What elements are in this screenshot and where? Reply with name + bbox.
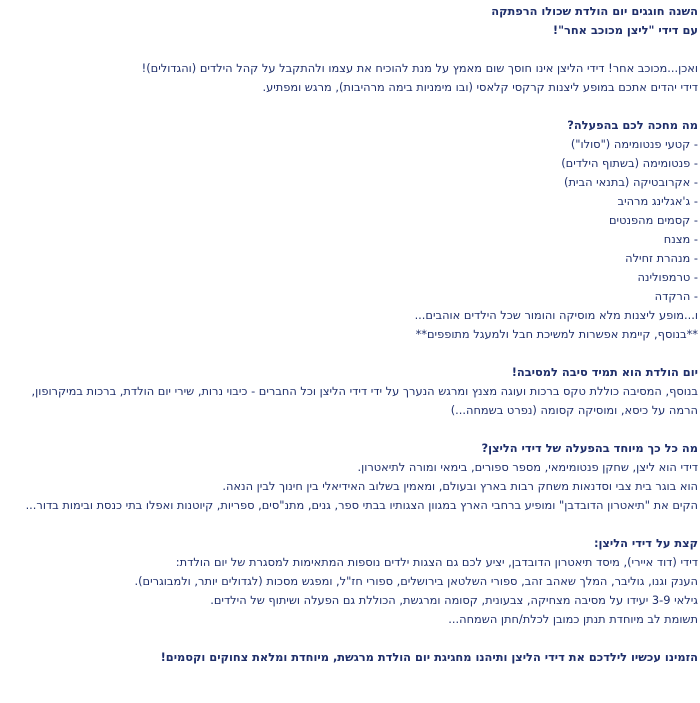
list-item: - טרמפולינה <box>637 270 698 284</box>
list-item: - מצנח <box>663 232 698 246</box>
party-text: בנוסף, המסיבה כוללת טקס ברכות ועוגה מצנץ ומרגש הנערך על ידי דידי הליצן וכל החברים - כיבוי נרות, שירי יום הולדת, ברכות במיקרופון, הרמה על כיסא, ומוסיקה קסומה (נפרט בשמחה...) <box>31 384 698 417</box>
list-item: - פנטומימה (בשתוף הילדים) <box>561 156 698 170</box>
title-line-1: השנה חוגגים יום הולדת שכולו הרפתקה <box>491 4 698 18</box>
activities-note: **בנוסף, קיימת אפשרות למשיכת חבל ולמעגל מתופפים** <box>415 327 698 341</box>
list-item: - מנהרת זחילה <box>625 251 698 265</box>
about-line: דידי (דוד איירי), מיסד תיאטרון הדובדבן, יציע לכם גם הצגות ילדים נוספות המתאימות למסגרת של יום הולדת: <box>175 555 698 569</box>
special-line: דידי הוא ליצן, שחקן פנטומימאי, מספר ספורים, בימאי ומורה לתיאטרון. <box>357 460 698 474</box>
about-line: הענק וגנו, גוליבר, המלך שאהב זהב, ספורי השלטאן בירושלים, ספורי חז"ל, ומפגש מסכות (לגדולים יותר, ולמבוגרים). <box>134 574 698 588</box>
activities-heading: מה מחכה לכם בהפעלה? <box>567 118 698 132</box>
list-item: - ג'אגלינג מרהיב <box>617 194 698 208</box>
title-line-2: עם דידי "ליצן מכוכב אחר"! <box>552 23 698 37</box>
about-line: תשומת לב מיוחדת תנתן כמובן לכלת/חתן השמחה... <box>448 612 698 626</box>
call-to-action: הזמינו עכשיו לילדכם את דידי הליצן ותיהנו מחגיגת יום הולדת מרגשת, מיוחדת ומלאת צחוקים וקסמים! <box>160 650 698 664</box>
intro-paragraph-2: דידי יהדים אתכם במופע ליצנות קרקסי קלאסי (ובו מימניות בימה מרהיבות), מרגש ומפתיע. <box>262 80 698 94</box>
list-item: - אקרובטיקה (בתנאי הבית) <box>564 175 698 189</box>
intro-paragraph-1: ואכן...מכוכב אחר! דידי הליצן אינו חוסך שום מאמץ על מנת להוכיח את עצמו ולהתקבל על קהל הילדים (והגדולים)! <box>141 61 698 75</box>
party-heading: יום הולדת הוא תמיד סיבה למסיבה! <box>511 365 698 379</box>
about-line: גילאי 3-9 יעידו על מסיבה מצחיקה, צבעונית, קסומה ומרגשת, הכוללת גם הפעלה ושיתוף של הילדים. <box>210 593 698 607</box>
list-item: - הרקדה <box>654 289 698 303</box>
special-line: הקים את "תיאטרון הדובדבן" ומופיע ברחבי הארץ במגוון הצגותיו בבתי ספר, גנים, מתנ"סים, ספריות, קיוטנות ואפלו בתי כנסת ובימות בדור... <box>25 498 698 512</box>
list-item: - קטעי פנטומימה ("סולו") <box>570 137 698 151</box>
list-item: - קסמים מהפנטים <box>608 213 698 227</box>
about-heading: קצת על דידי הליצן: <box>593 536 698 550</box>
activities-closing: ו...מופע ליצנות מלא מוסיקה והומור שכל הילדים אוהבים... <box>414 308 698 322</box>
special-line: הוא בוגר בית צבי וסדנאות משחק רבות בארץ ובעולם, ומאמין בשלוב האידיאלי בין חינוך לבין הנאה. <box>222 479 698 493</box>
special-heading: מה כל כך מיוחד בהפעלה של דידי הליצן? <box>481 441 698 455</box>
